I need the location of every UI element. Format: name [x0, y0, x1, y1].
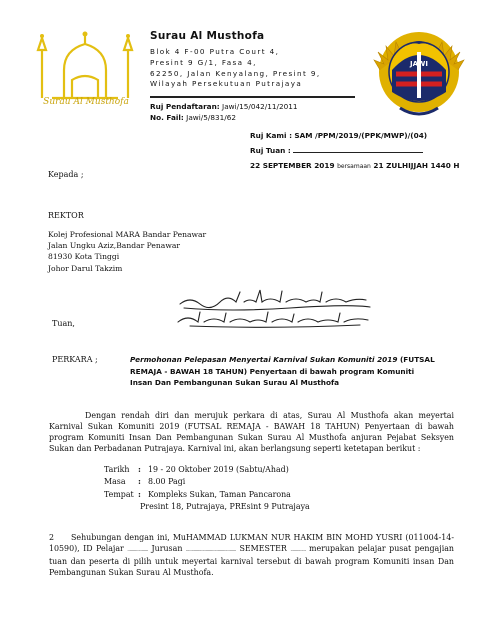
org-address — [150, 47, 360, 90]
letter-date — [250, 158, 459, 174]
semester-blank: .............. — [290, 547, 306, 553]
tempat-value: Kompleks Sukan, Taman Pancarona — [148, 489, 291, 499]
date-connector: bersamaan — [337, 163, 371, 170]
id-blank: ................... — [127, 547, 148, 553]
header-divider — [150, 96, 355, 98]
subject-line-2: REMAJA - BAWAH 18 TAHUN) Penyertaan di bawah program Komuniti — [130, 366, 415, 376]
subject-text — [130, 354, 460, 389]
reg-label: Ruj Pendaftaran: — [150, 102, 220, 112]
tempat-continued: Presint 18, Putrajaya, PREsint 9 Putrajaya — [140, 502, 310, 512]
paragraph-1 — [49, 410, 454, 454]
address-line: Presint 9 G/1, Fasa 4, — [150, 57, 257, 67]
recipient-title: REKTOR — [48, 211, 84, 220]
subject-line-1-rest: (FUTSAL — [397, 355, 435, 364]
detail-row-masa — [104, 476, 310, 488]
subject-line-3: Insan Dan Pembangunan Sukan Surau Al Musthofa — [130, 378, 340, 388]
reg-value: Jawi/15/042/11/2011 — [222, 102, 298, 112]
tarikh-value: 19 - 20 Oktober 2019 (Sabtu/Ahad) — [148, 465, 289, 474]
org-name: Surau Al Musthofa — [150, 30, 265, 42]
letterhead — [150, 30, 360, 123]
masa-value: 8.00 Pagi — [148, 477, 186, 487]
jawi-label: JAWI — [409, 60, 429, 68]
surau-logo — [30, 28, 142, 108]
bismillah-calligraphy — [170, 288, 380, 328]
address-line: 62250, Jalan Kenyalang, Presint 9, — [150, 68, 321, 78]
tempat-label: Tempat — [104, 489, 134, 499]
kepada-label: Kepada ; — [48, 170, 84, 179]
recipient-address — [48, 229, 206, 274]
recipient-line: Johor Darul Takzim — [48, 263, 123, 273]
recipient-line: 81930 Kota Tinggi — [48, 252, 120, 262]
address-line: Wilayah Persekutuan Putrajaya — [150, 79, 303, 89]
salutation: Tuan, — [52, 319, 75, 328]
ruj-tuan-label: Ruj Tuan : — [250, 146, 291, 155]
ruj-kami-value: SAM /PPM/2019/(PPK/MWP)/(04) — [294, 131, 428, 140]
address-line: Blok 4 F-00 Putra Court 4, — [150, 47, 280, 56]
detail-row-tarikh — [104, 464, 310, 476]
subject-line-1-italic: Permohonan Pelepasan Menyertai Karnival Sukan Komuniti 2019 — [130, 355, 398, 364]
paragraph-2 — [49, 532, 454, 578]
detail-colon: : — [138, 489, 141, 499]
recipient-line: Jalan Ungku Aziz,Bandar Penawar — [48, 241, 180, 251]
paragraph-number: 2 — [49, 533, 55, 542]
semester-label: SEMESTER — [236, 544, 291, 553]
ruj-kami-label: Ruj Kami : — [250, 131, 292, 140]
reference-block — [250, 128, 459, 174]
detail-colon: : — [138, 477, 141, 487]
paragraph-2-text-b: merupakan pelajar pusat pengajian tuan dan peserta di pilih untuk meyertai karnival tersebut di bawah program Komuniti insan Dan Pembangunan Sukan Surau Al Musthofa. — [49, 544, 455, 577]
file-label: No. Fail: — [150, 113, 184, 123]
paragraph-1-text: Dengan rendah diri dan merujuk perkara di atas, Surau Al Musthofa akan meyertai Karnival Sukan Komuniti 2019 (FUTSAL REMAJA - BAWAH 18 TAHUN) Penyertaan di bawah program Komuniti Insan Dan Pembangunan Sukan Surau Al Musthofa anjuran Pejabat Seksyen Sukan dan Perbadanan Putrajaya. Karnival ini, akan berlangsung seperti ketetapan berikut : — [49, 411, 454, 453]
tarikh-label: Tarikh — [104, 465, 130, 474]
jurusan-label: Jurusan — [148, 544, 186, 553]
jurusan-blank: .............................................. — [185, 547, 236, 553]
date-gregorian: 22 SEPTEMBER 2019 — [250, 161, 335, 170]
registration-info — [150, 101, 360, 123]
paragraph-2-text-a: Sehubungan dengan ini, MuHAMMAD LUKMAN NUR HAKIM BIN MOHD YUSRI (011004-14-10590), ID Pelajar — [49, 533, 454, 553]
file-value: Jawi/5/831/62 — [186, 113, 237, 123]
event-details — [104, 464, 310, 514]
subject-block — [52, 354, 435, 388]
detail-colon: : — [138, 465, 141, 474]
date-hijri: 21 ZULHIJJAH 1440 H — [373, 161, 460, 170]
masa-label: Masa — [104, 477, 126, 487]
perkara-label: PERKARA ; — [52, 355, 98, 364]
recipient-line: Kolej Profesional MARA Bandar Penawar — [48, 230, 207, 239]
jawi-crest — [370, 30, 468, 122]
detail-row-tempat — [104, 489, 310, 501]
logo-caption: Surau Al Musthofa — [43, 97, 129, 107]
ruj-tuan-blank — [293, 144, 423, 153]
